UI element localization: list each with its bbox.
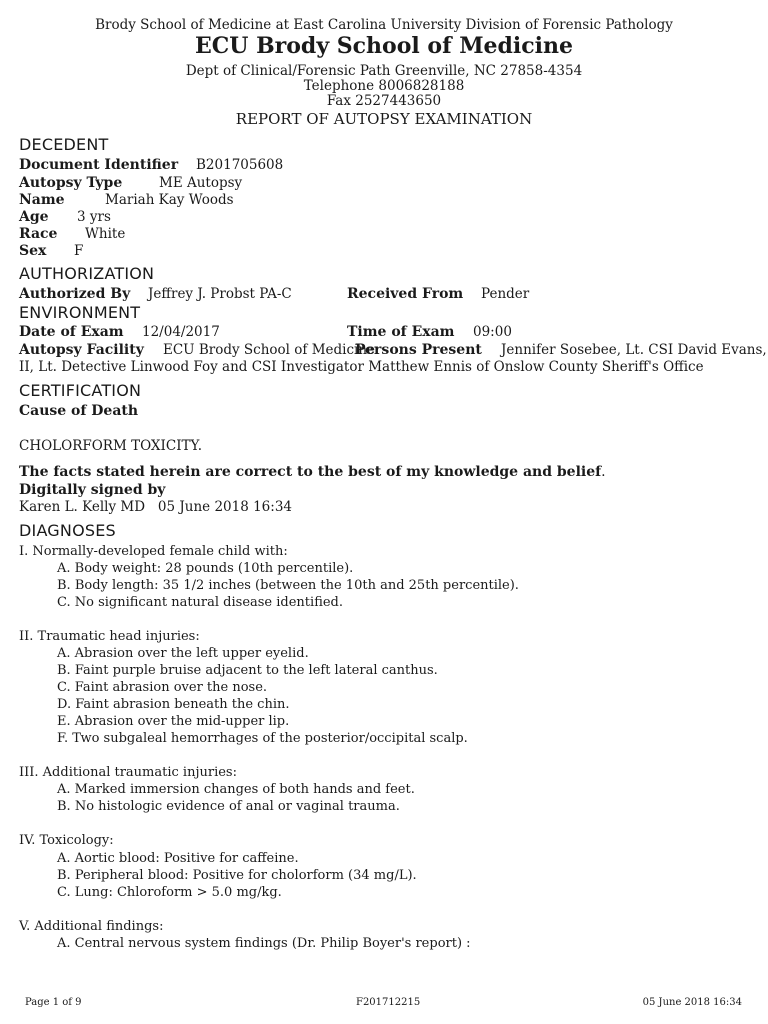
autopsy-type-value: ME Autopsy [159,175,243,191]
report-title: REPORT OF AUTOPSY EXAMINATION [235,110,533,128]
document-number: F201712215 [356,997,421,1008]
diagnosis-item: A. Marked immersion changes of both hands and feet. [57,782,415,797]
diagnosis-item: A. Body weight: 28 pounds (10th percentile). [57,561,354,576]
diagnosis-item: C. Lung: Chloroform > 5.0 mg/kg. [57,885,282,900]
digitally-signed-label: Digitally signed by [19,482,166,498]
received-from-label: Received From [347,286,464,302]
diagnosis-item: B. Body length: 35 1/2 inches (between the 10th and 25th percentile). [57,578,519,593]
exam-date-label: Date of Exam [19,324,124,340]
diagnosis-item: A. Aortic blood: Positive for caffeine. [57,851,299,866]
page-number: Page 1 of 9 [25,997,82,1008]
section-heading-diagnoses: DIAGNOSES [19,521,116,540]
doc-id-label: Document Identifier [19,157,179,173]
diagnosis-item: B. No histologic evidence of anal or vaginal trauma. [57,799,400,814]
signature-value: Karen L. Kelly MD 05 June 2018 16:34 [19,499,292,515]
diagnosis-group-title: I. Normally-developed female child with: [19,544,288,559]
sex-value: F [74,243,84,259]
name-value: Mariah Kay Woods [105,192,234,208]
diagnosis-group-title: II. Traumatic head injuries: [19,629,200,644]
autopsy-facility-label: Autopsy Facility [19,342,144,358]
diagnosis-item: B. Peripheral blood: Positive for cholorform (34 mg/L). [57,868,417,883]
report-header-title: ECU Brody School of Medicine [194,33,574,59]
diagnosis-group-title: III. Additional traumatic injuries: [19,765,237,780]
diagnosis-item: D. Faint abrasion beneath the chin. [57,697,290,712]
section-heading-authorization: AUTHORIZATION [19,264,155,283]
diagnosis-item: C. Faint abrasion over the nose. [57,680,268,695]
diagnosis-item: C. No significant natural disease identified. [57,595,344,610]
diagnosis-group-title: V. Additional findings: [19,919,164,934]
doc-id-value: B201705608 [196,157,284,173]
certification-statement [19,464,606,480]
name-label: Name [19,192,65,208]
race-value: White [85,226,126,242]
footer-timestamp: 05 June 2018 16:34 [642,997,742,1008]
exam-date-value: 12/04/2017 [142,324,220,340]
received-from-value: Pender [481,286,530,302]
exam-time-label: Time of Exam [347,324,455,340]
persons-present-continued: II, Lt. Detective Linwood Foy and CSI Investigator Matthew Ennis of Onslow County Sheriff's Office [19,359,704,375]
diagnosis-item: F. Two subgaleal hemorrhages of the posterior/occipital scalp. [57,731,468,746]
age-label: Age [19,209,49,225]
age-value: 3 yrs [77,209,111,225]
certification-statement-period: . [601,464,606,480]
race-label: Race [19,226,58,242]
address-line: Dept of Clinical/Forensic Path Greenville, NC 27858-4354 [185,63,583,79]
section-heading-decedent: DECEDENT [19,135,109,154]
diagnosis-group-title: IV. Toxicology: [19,833,114,848]
section-heading-certification: CERTIFICATION [19,381,142,400]
diagnosis-item: A. Central nervous system findings (Dr. Philip Boyer's report) : [57,936,471,951]
persons-present-value: Jennifer Sosebee, Lt. CSI David Evans, [501,342,767,358]
persons-present-label: Persons Present [355,342,482,358]
sex-label: Sex [19,243,47,259]
diagnosis-item: E. Abrasion over the mid-upper lip. [57,714,290,729]
autopsy-type-label: Autopsy Type [19,175,123,191]
autopsy-facility-value: ECU Brody School of Medicine [163,342,376,358]
telephone-line: Telephone 8006828188 [303,78,465,94]
section-heading-environment: ENVIRONMENT [19,303,141,322]
fax-line: Fax 2527443650 [326,93,442,109]
cause-of-death-value: CHOLORFORM TOXICITY. [19,438,202,454]
authorized-by-value: Jeffrey J. Probst PA-C [148,286,292,302]
institution-line: Brody School of Medicine at East Carolina University Division of Forensic Pathology [95,17,673,33]
certification-statement-text: The facts stated herein are correct to the best of my knowledge and belief [19,464,602,480]
authorized-by-label: Authorized By [19,286,131,302]
diagnosis-item: A. Abrasion over the left upper eyelid. [57,646,309,661]
cause-of-death-label: Cause of Death [19,403,139,419]
diagnosis-item: B. Faint purple bruise adjacent to the left lateral canthus. [57,663,438,678]
exam-time-value: 09:00 [473,324,512,340]
